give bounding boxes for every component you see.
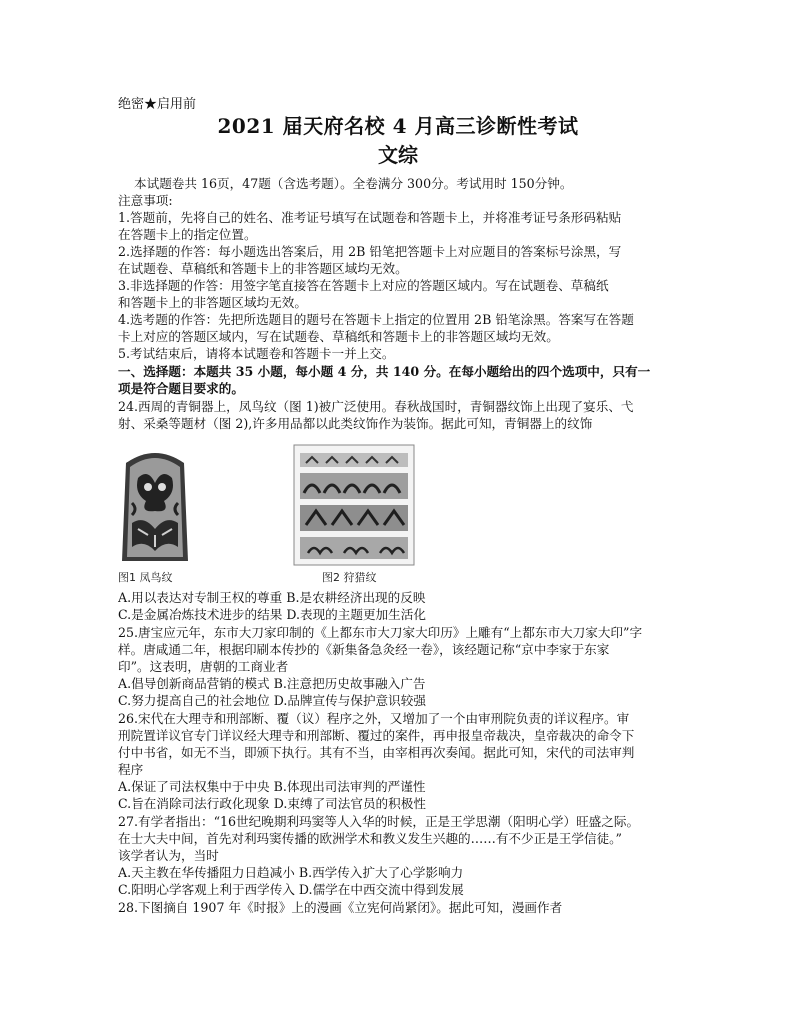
q25-options: A.倡导创新商品营销的模式 B.注意把历史故事融入广告	[118, 676, 426, 691]
q28-stem: 28.下图摘自 1907 年《时报》上的漫画《立宪何尚紧闭》。据此可知，漫画作者	[118, 900, 563, 915]
q26-stem: 刑院置详议官专门详议经大理寺和刑部断、覆过的案件，再申报皇帝裁决，皇帝裁决的命令下	[118, 728, 635, 743]
q27-stem: 在士大夫中间，首先对利玛窦传播的欧洲学术和教义发生兴趣的……有不少正是王学信徒。”	[118, 831, 622, 846]
q26-stem: 26.宋代在大理寺和刑部断、覆（议）程序之外，又增加了一个由审刑院负责的详议程序。审	[118, 711, 630, 726]
q25-stem: 样。唐咸通二年，根据印刷本传抄的《新集备急灸经一卷》，该经题记称“京中李家于东家	[118, 642, 610, 657]
subject-title: 文综	[378, 143, 418, 167]
notice-line: 5.考试结束后，请将本试题卷和答题卡一并上交。	[118, 346, 395, 361]
notice-heading: 注意事项:	[118, 193, 173, 208]
figure-phoenix-pattern	[118, 443, 192, 568]
q27-options: A.天主教在华传播阻力日趋减小 B.西学传入扩大了心学影响力	[118, 865, 464, 880]
confidential-label: 绝密★启用前	[118, 97, 197, 112]
figure-hunting-pattern	[292, 443, 416, 568]
notice-line: 1.答题前，先将自己的姓名、准考证号填写在试题卷和答题卡上，并将准考证号条形码粘贴	[118, 210, 622, 225]
notice-line: 在试题卷、草稿纸和答题卡上的非答题区域均无效。	[118, 261, 408, 276]
section-heading-cont: 项是符合题目要求的。	[118, 381, 244, 396]
notice-line: 4.选考题的作答：先把所选题目的题号在答题卡上指定的位置用 2B 铅笔涂黑。答案写在答题	[118, 312, 634, 327]
q24-options: A.用以表达对专制王权的尊重 B.是农耕经济出现的反映	[118, 590, 426, 605]
q27-stem: 27.有学者指出：“16世纪晚期利玛窦等人入华的时候，正是王学思潮（阳明心学）旺盛之际。	[118, 814, 640, 829]
q26-stem: 程序	[118, 762, 144, 777]
figure-1-caption: 图1 凤鸟纹	[118, 571, 173, 584]
notice-line: 2.选择题的作答：每小题选出答案后，用 2B 铅笔把答题卡上对应题目的答案标号涂黑，写	[118, 244, 622, 259]
notice-line: 3.非选择题的作答：用签字笔直接答在答题卡上对应的答题区域内。写在试题卷、草稿纸	[118, 278, 609, 293]
q26-options: C.旨在消除司法行政化现象 D.束缚了司法官员的积极性	[118, 796, 426, 811]
q26-stem: 付中书省，如无不当，即颁下执行。其有不当，由宰相再次奏闻。据此可知，宋代的司法审判	[118, 745, 635, 760]
figure-2-caption: 图2 狩猎纹	[322, 571, 377, 584]
notice-line: 卡上对应的答题区域内，写在试题卷、草稿纸和答题卡上的非答题区域均无效。	[118, 329, 559, 344]
q27-options: C.阳明心学客观上利于西学传入 D.儒学在中西交流中得到发展	[118, 882, 464, 897]
notice-line: 在答题卡上的指定位置。	[118, 227, 257, 242]
q25-stem: 印”。这表明，唐朝的工商业者	[118, 659, 289, 674]
notice-line: 和答题卡上的非答题区域均无效。	[118, 295, 307, 310]
exam-title: 2021 届天府名校 4 月高三诊断性考试	[217, 114, 579, 138]
q24-options: C.是金属冶炼技术进步的结果 D.表现的主题更加生活化	[118, 607, 426, 622]
q25-options: C.努力提高自己的社会地位 D.品牌宣传与保护意识较强	[118, 693, 426, 708]
q27-stem: 该学者认为，当时	[118, 848, 219, 863]
q24-stem: 射、采桑等题材（图 2),许多用品都以此类纹饰作为装饰。据此可知，青铜器上的纹饰	[118, 416, 593, 431]
q26-options: A.保证了司法权集中于中央 B.体现出司法审判的严谨性	[118, 779, 426, 794]
exam-intro: 本试题卷共 16页，47题（含选考题）。全卷满分 300分。考试用时 150分钟。	[134, 176, 573, 191]
q25-stem: 25.唐宝应元年，东市大刀家印制的《上都东市大刀家大印历》上雕有“上都东市大刀家大印”字	[118, 625, 643, 640]
q24-stem: 24.西周的青铜器上，凤鸟纹（图 1)被广泛使用。春秋战国时，青铜器纹饰上出现了宴乐、弋	[118, 399, 634, 414]
section-heading: 一、选择题：本题共 35 小题，每小题 4 分，共 140 分。在每小题给出的四个选项中，只有一	[118, 364, 651, 379]
